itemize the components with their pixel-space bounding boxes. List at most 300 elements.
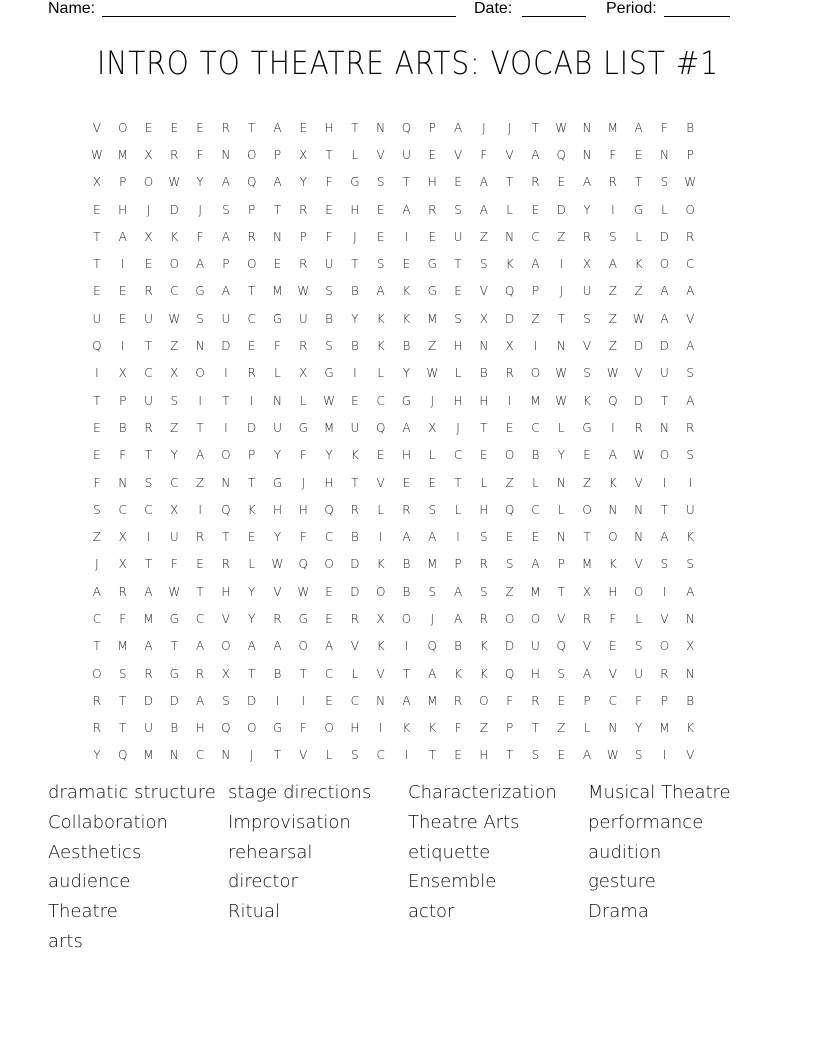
grid-letter[interactable]: S <box>634 748 643 763</box>
grid-letter[interactable]: S <box>480 530 488 545</box>
grid-letter[interactable]: F <box>454 721 462 736</box>
grid-letter[interactable]: T <box>248 120 256 135</box>
grid-letter[interactable]: G <box>582 420 592 435</box>
grid-letter[interactable]: T <box>93 639 101 654</box>
grid-letter[interactable]: L <box>377 502 384 517</box>
grid-letter[interactable]: K <box>608 557 617 572</box>
grid-letter[interactable]: N <box>272 229 282 244</box>
grid-letter[interactable]: R <box>505 366 514 381</box>
grid-letter[interactable]: W <box>168 584 181 599</box>
grid-letter[interactable]: B <box>325 311 333 326</box>
grid-letter[interactable]: S <box>222 693 230 708</box>
grid-letter[interactable]: F <box>635 693 643 708</box>
grid-letter[interactable]: B <box>454 639 462 654</box>
grid-letter[interactable]: T <box>273 202 282 217</box>
grid-letter[interactable]: M <box>143 748 154 763</box>
grid-letter[interactable]: P <box>273 147 282 162</box>
grid-letter[interactable]: V <box>479 284 488 299</box>
grid-letter[interactable]: W <box>323 393 335 408</box>
grid-letter[interactable]: T <box>248 284 256 299</box>
grid-letter[interactable]: S <box>686 366 695 381</box>
grid-letter[interactable]: I <box>662 748 667 763</box>
grid-letter[interactable]: S <box>118 666 127 681</box>
grid-letter[interactable]: E <box>93 284 101 299</box>
grid-letter[interactable]: Z <box>608 311 617 326</box>
grid-letter[interactable]: C <box>531 502 540 517</box>
grid-letter[interactable]: V <box>350 639 359 654</box>
grid-letter[interactable]: G <box>169 666 179 681</box>
grid-letter[interactable]: Y <box>634 721 643 736</box>
grid-letter[interactable]: H <box>530 666 540 681</box>
grid-letter[interactable]: O <box>504 611 515 626</box>
grid-letter[interactable]: V <box>453 147 463 162</box>
grid-letter[interactable]: U <box>531 639 540 654</box>
grid-letter[interactable]: A <box>660 284 669 299</box>
grid-letter[interactable]: C <box>92 611 102 626</box>
grid-letter[interactable]: D <box>505 311 515 326</box>
grid-letter[interactable]: A <box>402 202 411 217</box>
grid-letter[interactable]: U <box>685 502 695 517</box>
grid-letter[interactable]: I <box>95 366 99 381</box>
grid-letter[interactable]: S <box>686 557 695 572</box>
grid-letter[interactable]: P <box>583 693 591 708</box>
grid-letter[interactable]: S <box>196 311 204 326</box>
grid-letter[interactable]: S <box>376 175 385 190</box>
grid-letter[interactable]: U <box>660 366 669 381</box>
grid-letter[interactable]: E <box>505 530 514 545</box>
grid-letter[interactable]: X <box>118 530 127 545</box>
grid-letter[interactable]: X <box>299 366 308 381</box>
grid-letter[interactable]: A <box>453 584 463 599</box>
grid-letter[interactable]: R <box>686 420 695 435</box>
grid-letter[interactable]: V <box>608 666 617 681</box>
grid-letter[interactable]: F <box>609 611 617 626</box>
grid-letter[interactable]: E <box>93 202 101 217</box>
grid-letter[interactable]: Q <box>401 120 412 135</box>
grid-letter[interactable]: Y <box>583 202 591 217</box>
grid-letter[interactable]: X <box>144 147 153 162</box>
grid-letter[interactable]: P <box>248 448 256 463</box>
grid-letter[interactable]: X <box>170 366 179 381</box>
grid-letter[interactable]: R <box>144 666 153 681</box>
grid-letter[interactable]: O <box>246 721 257 736</box>
grid-letter[interactable]: C <box>531 420 540 435</box>
grid-letter[interactable]: T <box>170 639 178 654</box>
grid-letter[interactable]: A <box>428 666 437 681</box>
grid-letter[interactable]: C <box>195 748 205 763</box>
grid-letter[interactable]: U <box>144 721 153 736</box>
grid-letter[interactable]: Z <box>170 420 179 435</box>
grid-letter[interactable]: C <box>453 448 463 463</box>
grid-letter[interactable]: R <box>531 693 540 708</box>
grid-letter[interactable]: L <box>299 393 307 408</box>
grid-letter[interactable]: X <box>505 339 514 354</box>
grid-letter[interactable]: K <box>608 475 617 490</box>
grid-letter[interactable]: T <box>248 475 256 490</box>
grid-letter[interactable]: R <box>479 611 489 626</box>
grid-letter[interactable]: V <box>582 339 592 354</box>
grid-letter[interactable]: T <box>531 120 540 135</box>
grid-letter[interactable]: U <box>169 530 179 545</box>
grid-letter[interactable]: D <box>143 693 154 708</box>
grid-letter[interactable]: E <box>376 448 385 463</box>
grid-letter[interactable]: S <box>660 557 669 572</box>
grid-letter[interactable]: Z <box>479 721 488 736</box>
grid-letter[interactable]: D <box>247 693 257 708</box>
grid-letter[interactable]: T <box>505 748 514 763</box>
grid-letter[interactable]: O <box>685 202 695 217</box>
grid-letter[interactable]: H <box>298 502 308 517</box>
grid-letter[interactable]: E <box>118 311 127 326</box>
grid-letter[interactable]: I <box>146 530 151 545</box>
grid-letter[interactable]: E <box>376 229 385 244</box>
grid-letter[interactable]: O <box>246 147 257 162</box>
grid-letter[interactable]: H <box>608 584 618 599</box>
grid-letter[interactable]: M <box>427 557 438 572</box>
grid-letter[interactable]: T <box>634 175 643 190</box>
grid-letter[interactable]: K <box>247 502 256 517</box>
grid-letter[interactable]: U <box>582 284 592 299</box>
grid-letter[interactable]: A <box>195 448 205 463</box>
grid-letter[interactable]: H <box>350 721 360 736</box>
grid-letter[interactable]: A <box>247 639 256 654</box>
grid-letter[interactable]: G <box>272 721 283 736</box>
grid-letter[interactable]: N <box>376 120 386 135</box>
grid-letter[interactable]: S <box>686 448 695 463</box>
grid-letter[interactable]: Y <box>402 366 411 381</box>
grid-letter[interactable]: Q <box>375 420 386 435</box>
grid-letter[interactable]: F <box>299 530 307 545</box>
grid-letter[interactable]: N <box>659 420 669 435</box>
grid-letter[interactable]: T <box>144 339 153 354</box>
grid-letter[interactable]: G <box>324 366 334 381</box>
grid-letter[interactable]: R <box>299 257 308 272</box>
grid-letter[interactable]: M <box>117 639 128 654</box>
grid-letter[interactable]: O <box>324 557 334 572</box>
grid-letter[interactable]: U <box>298 311 308 326</box>
grid-letter[interactable]: L <box>583 721 591 736</box>
grid-letter[interactable]: T <box>583 530 591 545</box>
grid-letter[interactable]: R <box>221 557 231 572</box>
grid-letter[interactable]: A <box>686 584 695 599</box>
grid-letter[interactable]: A <box>402 530 411 545</box>
grid-letter[interactable]: R <box>582 611 592 626</box>
grid-letter[interactable]: Q <box>608 393 618 408</box>
grid-letter[interactable]: S <box>325 284 333 299</box>
grid-letter[interactable]: A <box>634 120 643 135</box>
grid-letter[interactable]: J <box>559 284 564 299</box>
grid-letter[interactable]: R <box>531 175 540 190</box>
grid-letter[interactable]: O <box>375 584 386 599</box>
grid-letter[interactable]: K <box>479 666 488 681</box>
grid-letter[interactable]: K <box>454 666 462 681</box>
grid-letter[interactable]: Q <box>427 639 437 654</box>
grid-letter[interactable]: P <box>531 284 540 299</box>
grid-letter[interactable]: X <box>118 557 127 572</box>
grid-letter[interactable]: Z <box>92 530 102 545</box>
grid-letter[interactable]: E <box>454 175 462 190</box>
grid-letter[interactable]: C <box>247 311 256 326</box>
grid-letter[interactable]: B <box>402 557 411 572</box>
grid-letter[interactable]: F <box>299 721 307 736</box>
grid-letter[interactable]: V <box>376 475 385 490</box>
grid-letter[interactable]: G <box>272 311 283 326</box>
grid-letter[interactable]: L <box>557 502 565 517</box>
grid-letter[interactable]: Q <box>92 339 102 354</box>
grid-letter[interactable]: Z <box>608 339 617 354</box>
grid-letter[interactable]: F <box>506 693 514 708</box>
grid-letter[interactable]: Q <box>556 639 566 654</box>
grid-letter[interactable]: B <box>479 366 488 381</box>
grid-letter[interactable]: E <box>325 584 333 599</box>
grid-letter[interactable]: I <box>507 393 512 408</box>
grid-letter[interactable]: H <box>324 120 334 135</box>
grid-letter[interactable]: V <box>92 120 101 135</box>
grid-letter[interactable]: S <box>454 202 462 217</box>
grid-letter[interactable]: A <box>195 639 205 654</box>
grid-letter[interactable]: B <box>350 284 359 299</box>
grid-letter[interactable]: Z <box>557 229 566 244</box>
grid-letter[interactable]: A <box>221 284 230 299</box>
grid-letter[interactable]: R <box>195 530 205 545</box>
grid-letter[interactable]: I <box>224 420 228 435</box>
grid-letter[interactable]: V <box>686 748 695 763</box>
grid-letter[interactable]: C <box>144 502 153 517</box>
grid-letter[interactable]: E <box>325 611 333 626</box>
grid-letter[interactable]: O <box>608 530 618 545</box>
grid-letter[interactable]: P <box>119 393 127 408</box>
grid-letter[interactable]: C <box>608 693 618 708</box>
grid-letter[interactable]: S <box>557 666 566 681</box>
grid-letter[interactable]: N <box>608 721 618 736</box>
grid-letter[interactable]: E <box>454 748 462 763</box>
grid-letter[interactable]: B <box>118 420 127 435</box>
grid-letter[interactable]: A <box>402 420 411 435</box>
grid-letter[interactable]: E <box>531 530 540 545</box>
grid-letter[interactable]: C <box>144 366 153 381</box>
grid-letter[interactable]: A <box>402 693 411 708</box>
grid-letter[interactable]: I <box>559 257 564 272</box>
grid-letter[interactable]: S <box>531 748 540 763</box>
grid-letter[interactable]: C <box>376 748 385 763</box>
grid-letter[interactable]: B <box>686 120 695 135</box>
grid-letter[interactable]: F <box>609 147 617 162</box>
grid-letter[interactable]: F <box>196 229 204 244</box>
grid-letter[interactable]: R <box>428 202 437 217</box>
grid-letter[interactable]: P <box>686 147 694 162</box>
grid-letter[interactable]: S <box>480 257 488 272</box>
grid-letter[interactable]: J <box>430 393 435 408</box>
grid-letter[interactable]: S <box>428 584 437 599</box>
grid-letter[interactable]: B <box>350 530 359 545</box>
grid-letter[interactable]: T <box>660 502 669 517</box>
grid-letter[interactable]: C <box>118 502 127 517</box>
grid-letter[interactable]: A <box>453 611 463 626</box>
grid-letter[interactable]: C <box>686 257 695 272</box>
grid-letter[interactable]: E <box>93 448 101 463</box>
grid-letter[interactable]: R <box>686 229 695 244</box>
grid-letter[interactable]: D <box>634 393 644 408</box>
grid-letter[interactable]: K <box>376 639 385 654</box>
grid-letter[interactable]: R <box>350 611 360 626</box>
grid-letter[interactable]: I <box>249 393 254 408</box>
grid-letter[interactable]: R <box>608 175 617 190</box>
grid-letter[interactable]: W <box>606 366 619 381</box>
grid-letter[interactable]: P <box>454 557 462 572</box>
grid-letter[interactable]: Z <box>505 584 514 599</box>
grid-letter[interactable]: S <box>505 557 514 572</box>
grid-letter[interactable]: M <box>530 584 541 599</box>
grid-letter[interactable]: L <box>454 366 462 381</box>
grid-letter[interactable]: M <box>427 693 438 708</box>
grid-letter[interactable]: E <box>351 393 359 408</box>
grid-letter[interactable]: N <box>221 748 231 763</box>
grid-letter[interactable]: T <box>402 175 411 190</box>
grid-letter[interactable]: I <box>611 202 615 217</box>
grid-letter[interactable]: N <box>479 339 489 354</box>
grid-letter[interactable]: A <box>273 120 282 135</box>
grid-letter[interactable]: J <box>249 748 254 763</box>
grid-letter[interactable]: D <box>169 693 179 708</box>
grid-letter[interactable]: I <box>688 475 692 490</box>
grid-letter[interactable]: X <box>582 257 592 272</box>
grid-letter[interactable]: H <box>479 748 489 763</box>
grid-letter[interactable]: A <box>479 175 488 190</box>
grid-letter[interactable]: A <box>686 339 695 354</box>
grid-letter[interactable]: T <box>351 120 359 135</box>
grid-letter[interactable]: R <box>299 202 308 217</box>
grid-letter[interactable]: F <box>119 448 127 463</box>
grid-letter[interactable]: M <box>323 420 335 435</box>
grid-letter[interactable]: W <box>606 748 619 763</box>
grid-letter[interactable]: C <box>170 284 179 299</box>
grid-letter[interactable]: S <box>660 175 669 190</box>
grid-letter[interactable]: S <box>325 339 333 354</box>
grid-letter[interactable]: E <box>273 257 282 272</box>
grid-letter[interactable]: T <box>557 311 565 326</box>
grid-letter[interactable]: T <box>93 393 101 408</box>
grid-letter[interactable]: J <box>353 229 357 244</box>
grid-letter[interactable]: E <box>583 448 591 463</box>
grid-letter[interactable]: A <box>686 393 695 408</box>
grid-letter[interactable]: J <box>482 120 486 135</box>
grid-letter[interactable]: A <box>324 639 334 654</box>
grid-letter[interactable]: Y <box>299 175 307 190</box>
grid-letter[interactable]: Q <box>221 721 231 736</box>
grid-letter[interactable]: K <box>634 257 643 272</box>
grid-letter[interactable]: K <box>376 311 385 326</box>
grid-letter[interactable]: V <box>634 557 643 572</box>
grid-letter[interactable]: L <box>635 611 642 626</box>
grid-letter[interactable]: L <box>454 502 462 517</box>
grid-letter[interactable]: T <box>222 530 230 545</box>
grid-letter[interactable]: C <box>350 693 360 708</box>
grid-letter[interactable]: A <box>376 284 385 299</box>
grid-letter[interactable]: A <box>531 257 540 272</box>
grid-letter[interactable]: O <box>298 639 308 654</box>
grid-letter[interactable]: T <box>351 475 359 490</box>
grid-letter[interactable]: I <box>662 475 667 490</box>
period-blank-line[interactable] <box>664 16 730 17</box>
grid-letter[interactable]: K <box>686 721 695 736</box>
grid-letter[interactable]: Q <box>556 147 566 162</box>
grid-letter[interactable]: Y <box>93 748 101 763</box>
grid-letter[interactable]: X <box>479 311 488 326</box>
grid-letter[interactable]: T <box>222 393 230 408</box>
grid-letter[interactable]: E <box>118 284 127 299</box>
grid-letter[interactable]: M <box>427 311 438 326</box>
grid-letter[interactable]: N <box>272 393 282 408</box>
grid-letter[interactable]: C <box>170 475 179 490</box>
grid-letter[interactable]: Q <box>504 284 515 299</box>
grid-letter[interactable]: T <box>454 475 462 490</box>
grid-letter[interactable]: V <box>686 311 695 326</box>
grid-letter[interactable]: O <box>246 257 257 272</box>
grid-letter[interactable]: K <box>376 557 385 572</box>
grid-letter[interactable]: H <box>479 502 489 517</box>
grid-letter[interactable]: E <box>505 420 514 435</box>
grid-letter[interactable]: Z <box>195 475 205 490</box>
grid-letter[interactable]: D <box>659 339 670 354</box>
grid-letter[interactable]: C <box>531 229 540 244</box>
grid-letter[interactable]: K <box>479 639 488 654</box>
grid-letter[interactable]: U <box>634 666 644 681</box>
grid-letter[interactable]: I <box>456 530 460 545</box>
grid-letter[interactable]: T <box>505 175 514 190</box>
grid-letter[interactable]: T <box>351 257 359 272</box>
grid-letter[interactable]: O <box>324 721 334 736</box>
grid-letter[interactable]: Z <box>608 284 617 299</box>
grid-letter[interactable]: D <box>659 229 670 244</box>
grid-letter[interactable]: H <box>427 175 437 190</box>
grid-letter[interactable]: J <box>507 120 512 135</box>
grid-letter[interactable]: L <box>248 557 256 572</box>
grid-letter[interactable]: E <box>144 120 153 135</box>
grid-letter[interactable]: X <box>144 229 153 244</box>
grid-letter[interactable]: Q <box>324 502 334 517</box>
grid-letter[interactable]: O <box>504 448 515 463</box>
grid-letter[interactable]: Q <box>117 748 128 763</box>
grid-letter[interactable]: C <box>324 530 334 545</box>
grid-letter[interactable]: R <box>92 721 102 736</box>
grid-letter[interactable]: W <box>297 284 310 299</box>
grid-letter[interactable]: S <box>376 257 385 272</box>
grid-letter[interactable]: A <box>92 584 101 599</box>
grid-letter[interactable]: T <box>196 420 204 435</box>
grid-letter[interactable]: F <box>325 229 333 244</box>
grid-letter[interactable]: N <box>634 502 644 517</box>
grid-letter[interactable]: O <box>659 639 670 654</box>
grid-letter[interactable]: T <box>93 229 101 244</box>
grid-letter[interactable]: H <box>350 202 360 217</box>
grid-letter[interactable]: I <box>120 339 125 354</box>
grid-letter[interactable]: A <box>144 584 153 599</box>
grid-letter[interactable]: P <box>506 721 514 736</box>
grid-letter[interactable]: F <box>660 120 668 135</box>
grid-letter[interactable]: R <box>273 611 282 626</box>
grid-letter[interactable]: Z <box>505 475 514 490</box>
grid-letter[interactable]: O <box>169 257 180 272</box>
grid-letter[interactable]: G <box>401 393 412 408</box>
grid-letter[interactable]: D <box>634 339 644 354</box>
grid-letter[interactable]: Y <box>273 530 282 545</box>
grid-letter[interactable]: M <box>117 147 128 162</box>
grid-letter[interactable]: N <box>221 475 231 490</box>
grid-letter[interactable]: X <box>582 584 592 599</box>
grid-letter[interactable]: S <box>634 639 643 654</box>
grid-letter[interactable]: U <box>144 393 153 408</box>
grid-letter[interactable]: I <box>120 257 125 272</box>
